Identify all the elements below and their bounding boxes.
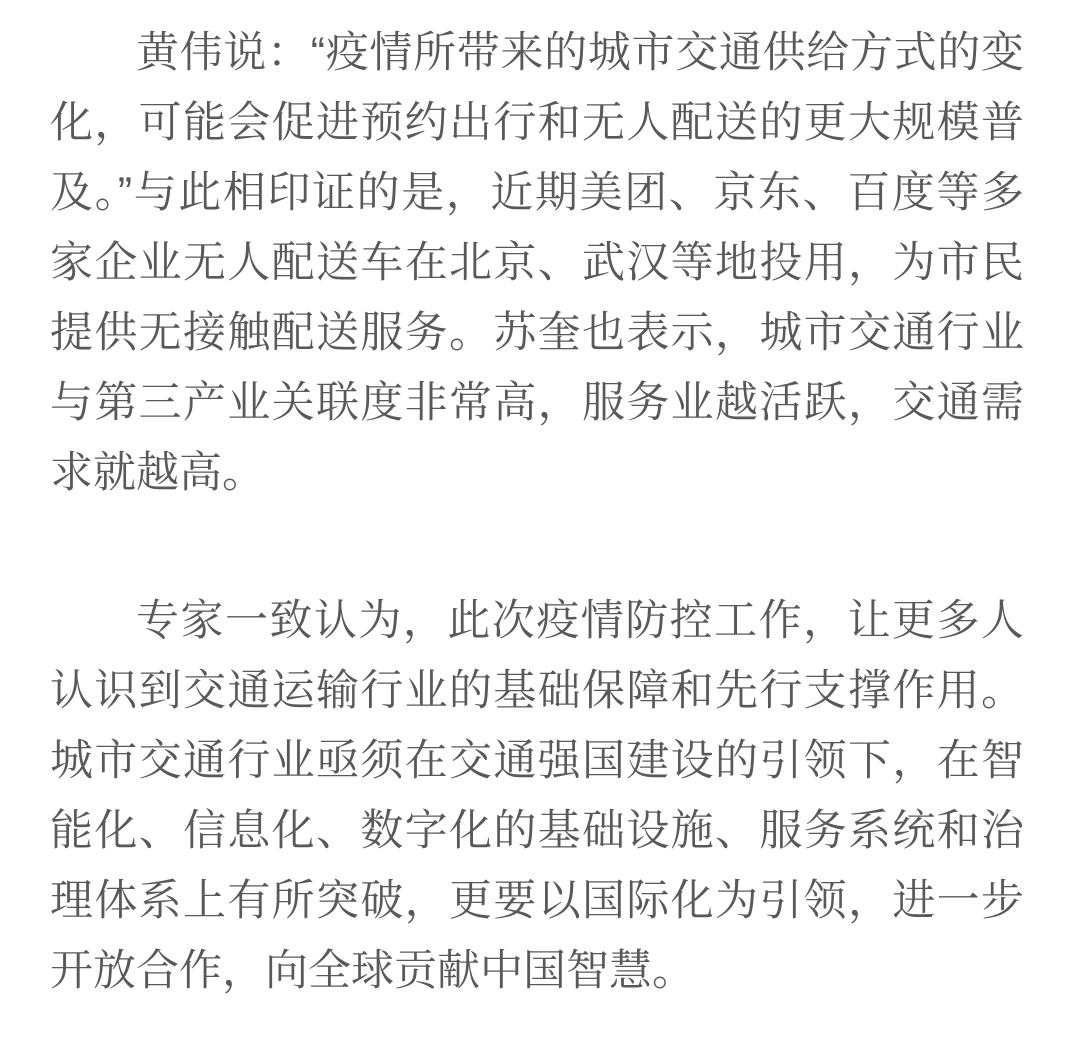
paragraph-1: 黄伟说：“疫情所带来的城市交通供给方式的变化，可能会促进预约出行和无人配送的更大规模普及。”与此相印证的是，近期美团、京东、百度等多家企业无人配送车在北京、武汉等地投用，为市民提供无接触配送服务。苏奎也表示，城市交通行业与第三产业关联度非常高，服务业越活跃，交通需求就越高。 — [50, 29, 1024, 497]
paragraph-2: 专家一致认为，此次疫情防控工作，让更多人认识到交通运输行业的基础保障和先行支撑作用。城市交通行业亟须在交通强国建设的引领下，在智能化、信息化、数字化的基础设施、服务系统和治理体系上有所突破，更要以国际化为引领，进一步开放合作，向全球贡献中国智慧。 — [50, 597, 1024, 995]
